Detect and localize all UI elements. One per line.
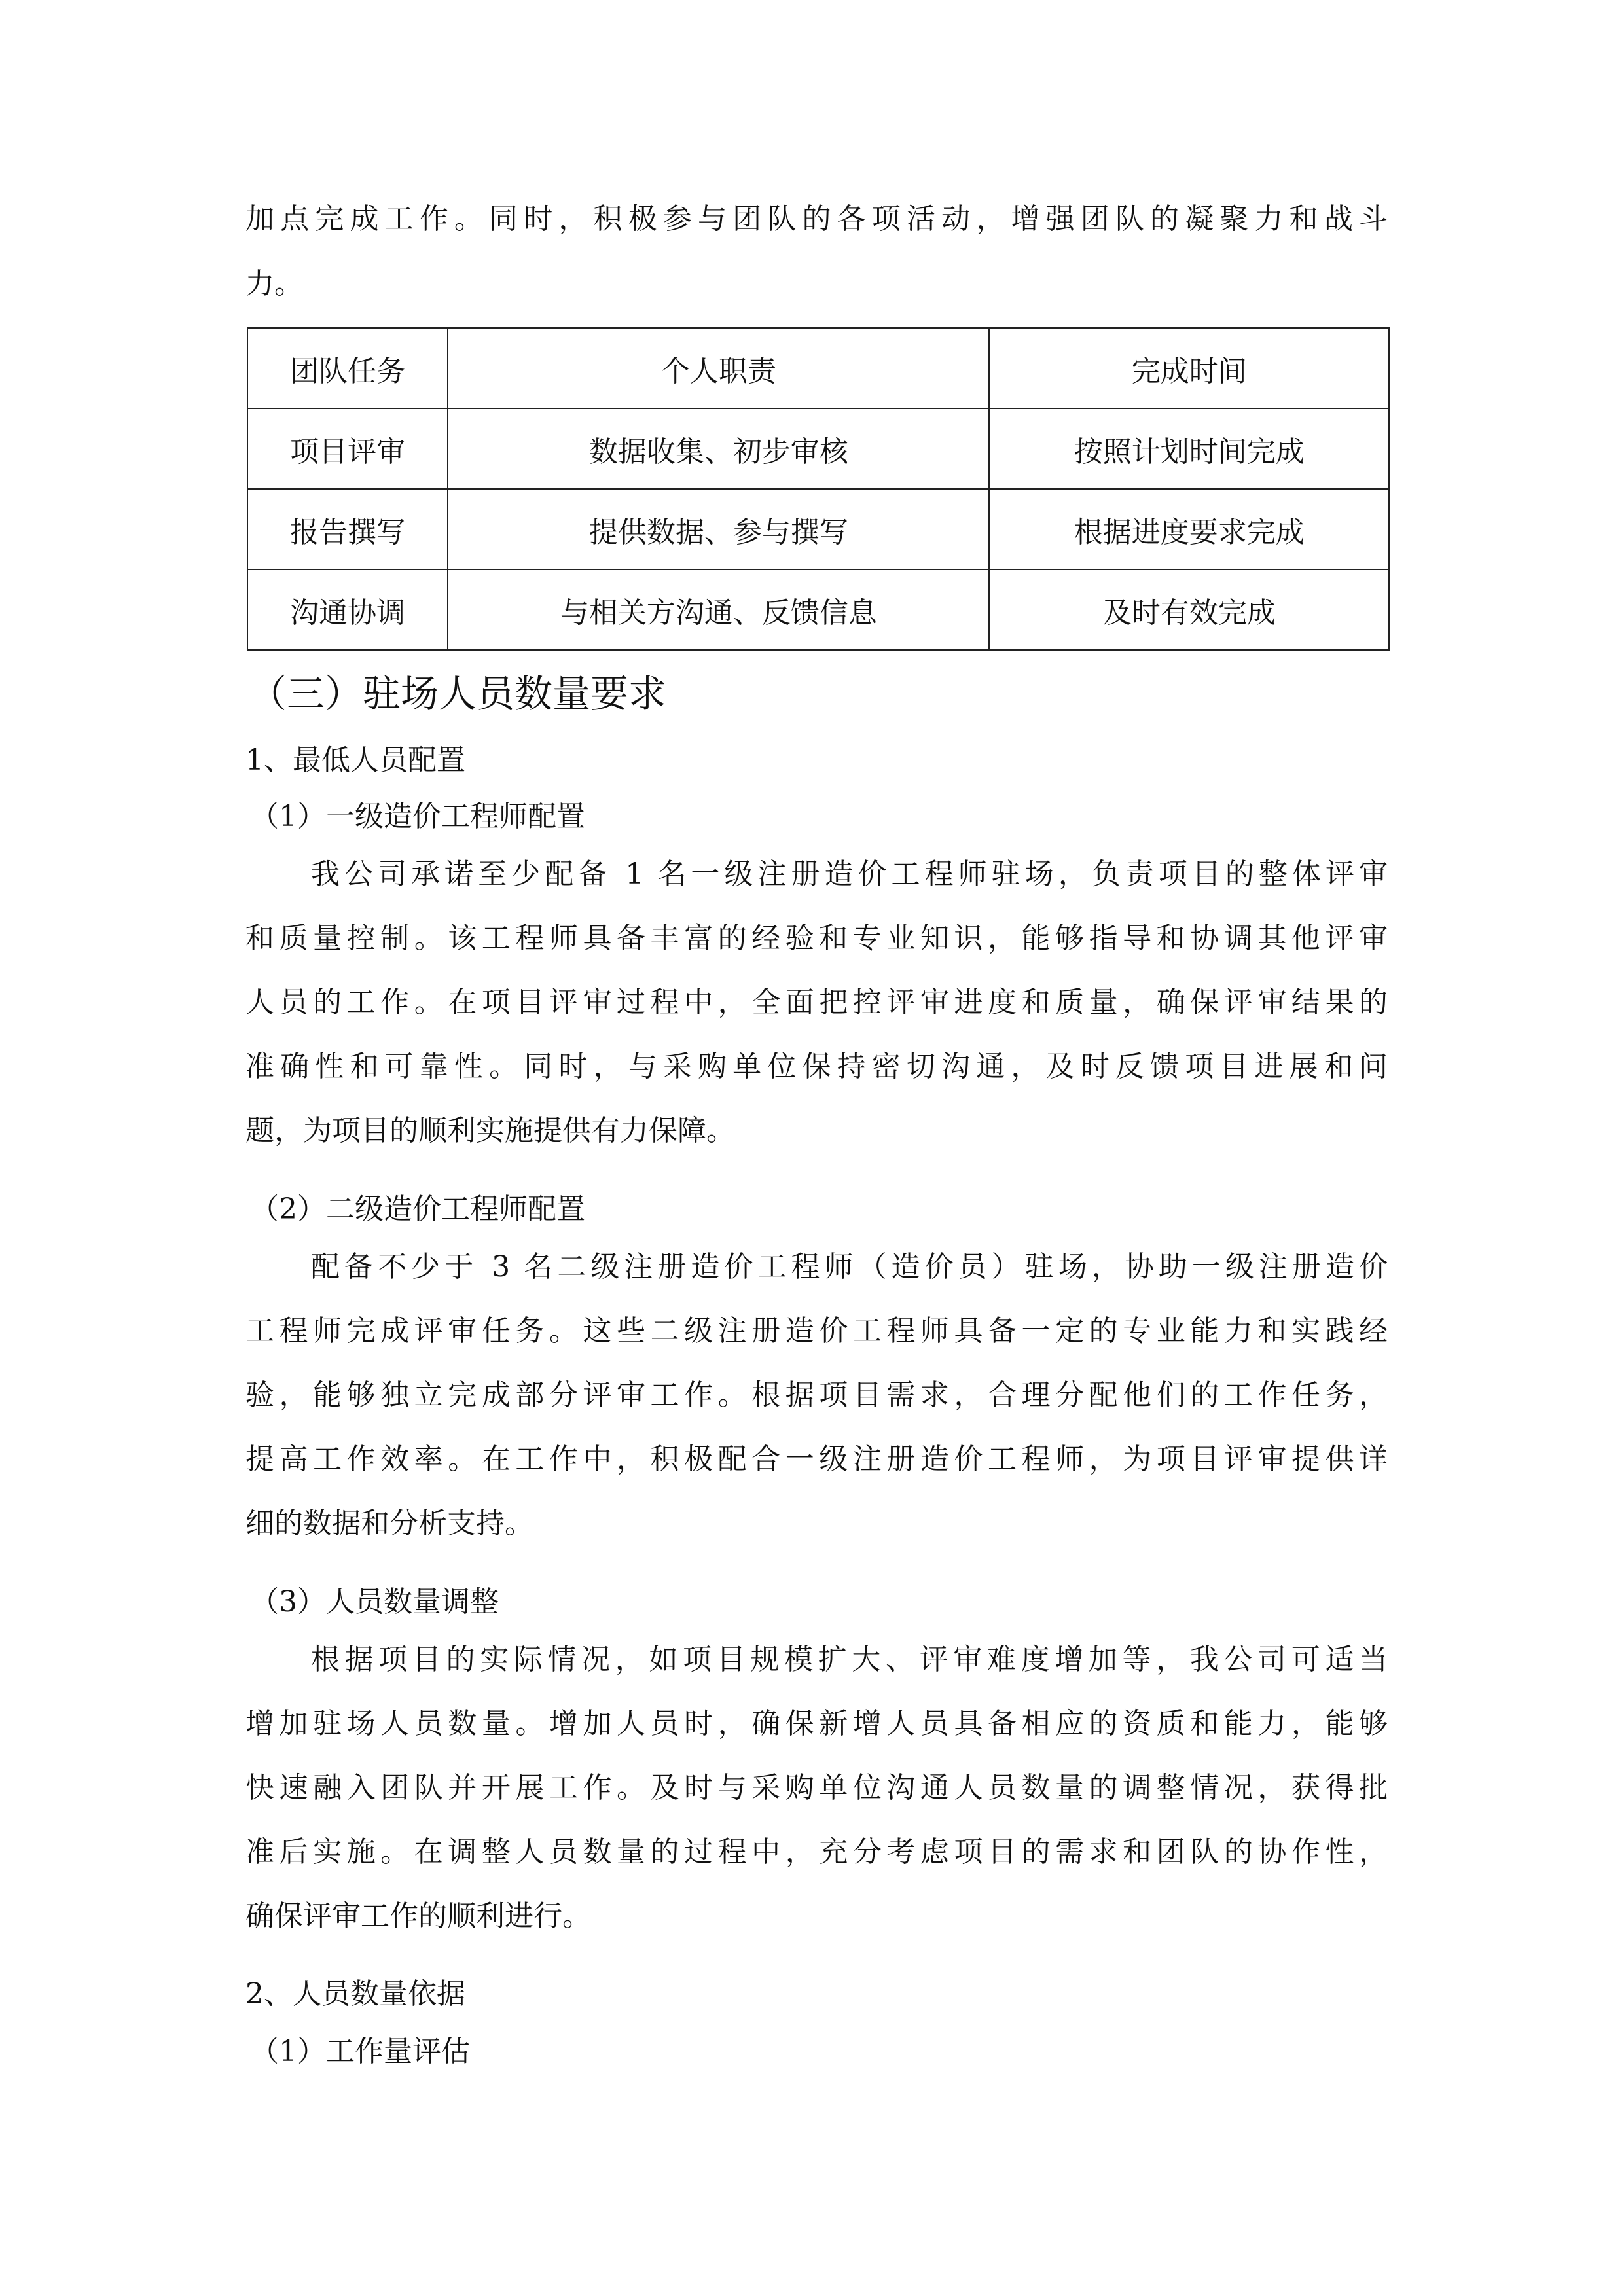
item3-line: 根据项目的实际情况，如项目规模扩大、评审难度增加等，我公司可适当	[311, 1643, 1388, 1676]
item2-line: 配备不少于 3 名二级注册造价工程师（造价员）驻场，协助一级注册造价	[311, 1250, 1388, 1283]
table-header-row	[247, 328, 1389, 408]
team-task-table	[247, 327, 1390, 651]
item3-line: 准后实施。在调整人员数量的过程中，充分考虑项目的需求和团队的协作性，	[245, 1835, 1388, 1869]
table-cell: 数据收集、初步审核	[448, 408, 989, 489]
item2-title: （2）二级造价工程师配置	[250, 1193, 585, 1226]
intro-line-2: 力。	[245, 267, 303, 300]
part2-item1-title: （1）工作量评估	[250, 2035, 470, 2068]
table-cell: 与相关方沟通、反馈信息	[448, 569, 989, 650]
table-cell: 沟通协调	[247, 569, 448, 650]
item1-line: 和质量控制。该工程师具备丰富的经验和专业知识，能够指导和协调其他评审	[245, 922, 1388, 955]
item1-line: 准确性和可靠性。同时，与采购单位保持密切沟通，及时反馈项目进展和问	[245, 1050, 1388, 1083]
item1-line: 我公司承诺至少配备 1 名一级注册造价工程师驻场，负责项目的整体评审	[311, 857, 1388, 891]
item1-line: 题，为项目的顺利实施提供有力保障。	[245, 1114, 735, 1147]
item1-title: （1）一级造价工程师配置	[250, 800, 585, 833]
part2-title: 2、人员数量依据	[245, 1977, 465, 2011]
item2-line: 提高工作效率。在工作中，积极配合一级注册造价工程师，为项目评审提供详	[245, 1443, 1388, 1476]
item3-line: 增加驻场人员数量。增加人员时，确保新增人员具备相应的资质和能力，能够	[245, 1707, 1388, 1740]
table-cell: 按照计划时间完成	[989, 408, 1389, 489]
table-cell: 及时有效完成	[989, 569, 1389, 650]
table-cell: 项目评审	[247, 408, 448, 489]
item2-line: 细的数据和分析支持。	[245, 1507, 533, 1540]
part1-title: 1、最低人员配置	[245, 744, 465, 777]
table-row	[247, 569, 1389, 650]
item3-line: 快速融入团队并开展工作。及时与采购单位沟通人员数量的调整情况，获得批	[245, 1771, 1388, 1804]
item2-line: 工程师完成评审任务。这些二级注册造价工程师具备一定的专业能力和实践经	[245, 1314, 1388, 1348]
table-header-cell: 完成时间	[989, 328, 1389, 408]
item2-line: 验，能够独立完成部分评审工作。根据项目需求，合理分配他们的工作任务，	[245, 1378, 1388, 1412]
intro-line-1: 加点完成工作。同时，积极参与团队的各项活动，增强团队的凝聚力和战斗	[245, 202, 1388, 236]
table-row	[247, 408, 1389, 489]
table-header-cell: 团队任务	[247, 328, 448, 408]
section-heading: （三）驻场人员数量要求	[249, 672, 667, 716]
item1-line: 人员的工作。在项目评审过程中，全面把控评审进度和质量，确保评审结果的	[245, 986, 1388, 1019]
item3-line: 确保评审工作的顺利进行。	[245, 1899, 591, 1933]
table-cell: 根据进度要求完成	[989, 489, 1389, 569]
table-header-cell: 个人职责	[448, 328, 989, 408]
table-row	[247, 489, 1389, 569]
table-cell: 提供数据、参与撰写	[448, 489, 989, 569]
table-cell: 报告撰写	[247, 489, 448, 569]
item3-title: （3）人员数量调整	[250, 1585, 499, 1619]
